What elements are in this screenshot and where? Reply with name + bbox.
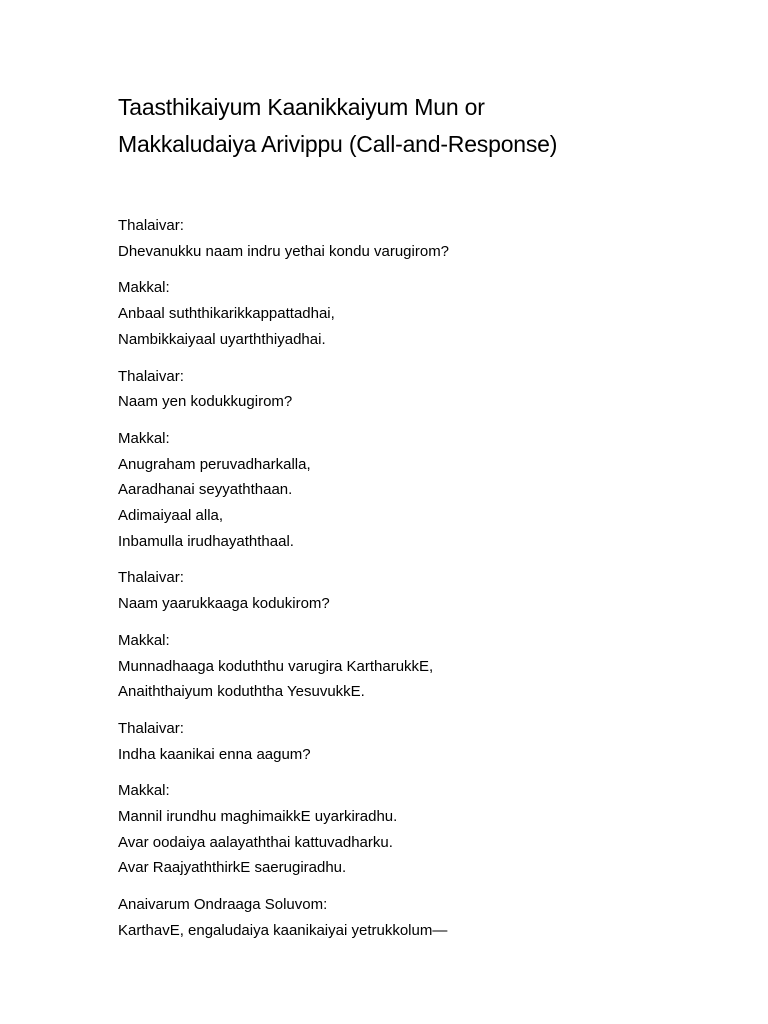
speaker-label: Makkal: (118, 279, 170, 297)
title-line-1: Taasthikaiyum Kaanikkaiyum Mun or (118, 94, 485, 120)
speaker-label: Anaivarum Ondraaga Soluvom: (118, 896, 328, 914)
response-line: Adimaiyaal alla, (118, 507, 224, 525)
speaker-label: Makkal: (118, 631, 170, 649)
exchange-block (118, 565, 678, 616)
exchange-block (118, 716, 678, 767)
response-line: Nambikkaiyaal uyarththiyadhai. (118, 330, 326, 348)
speaker-label: Thalaivar: (118, 569, 184, 587)
response-line: Munnadhaaga koduththu varugira KartharukkE, (118, 657, 434, 675)
response-line: Naam yen kodukkugirom? (118, 393, 293, 411)
exchange-block (118, 426, 678, 555)
response-line: Dhevanukku naam indru yethai kondu varugirom? (118, 242, 450, 260)
speaker-label: Thalaivar: (118, 719, 184, 737)
response-line: Anbaal suththikarikkappattadhai, (118, 305, 335, 323)
speaker-label: Thalaivar: (118, 217, 184, 234)
response-line: Mannil irundhu maghimaikkE uyarkiradhu. (118, 808, 398, 826)
document-title (118, 89, 678, 163)
speaker-label: Makkal: (118, 429, 170, 447)
speaker-label: Makkal: (118, 782, 170, 800)
exchange-block (118, 364, 678, 415)
response-line: Inbamulla irudhayaththaal. (118, 532, 294, 550)
response-line: Naam yaarukkaaga kodukirom? (118, 595, 330, 613)
response-line: Aaradhanai seyyaththaan. (118, 481, 293, 499)
response-line: Avar RaajyaththirkE saerugiradhu. (118, 859, 347, 877)
response-line: Avar oodaiya aalayaththai kattuvadharku. (118, 833, 393, 851)
response-line: Anaiththaiyum koduththa YesuvukkE. (118, 683, 365, 701)
exchange-block (118, 892, 678, 943)
exchange-block (118, 628, 678, 705)
response-line: Anugraham peruvadharkalla, (118, 455, 311, 473)
exchange-block (118, 778, 678, 881)
exchange-block (118, 275, 678, 352)
speaker-label: Thalaivar: (118, 367, 184, 385)
response-line: Indha kaanikai enna aagum? (118, 745, 311, 763)
title-line-2: Makkaludaiya Arivippu (Call-and-Response) (118, 131, 558, 157)
call-and-response-list (118, 213, 678, 955)
exchange-block (118, 213, 678, 264)
response-line: KarthavE, engaludaiya kaanikaiyai yetrukkolum— (118, 921, 448, 939)
